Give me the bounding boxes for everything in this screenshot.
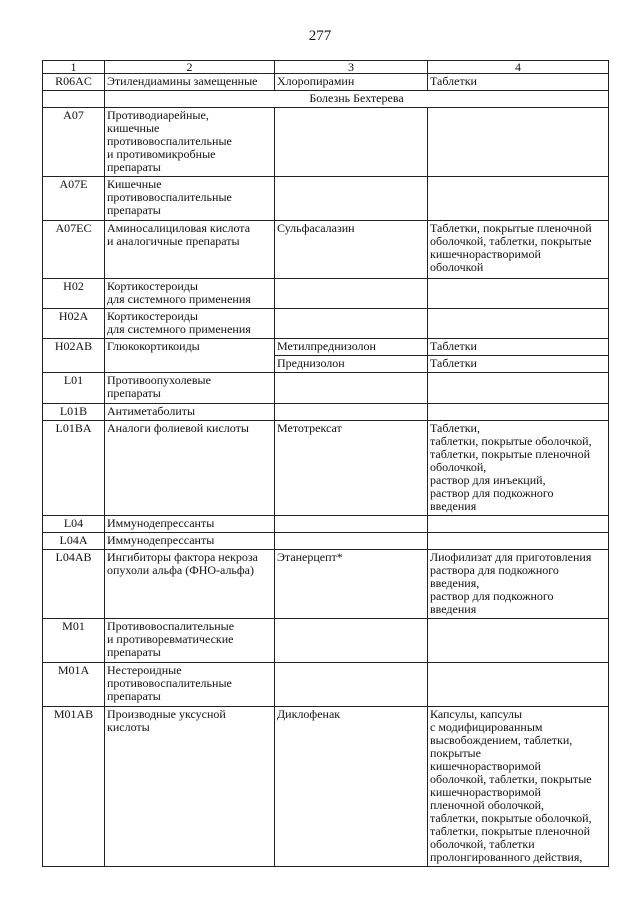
- dosage-form: Таблетки, покрытые пленочной оболочкой, таблетки, покрытые кишечнорастворимой оболочкой: [428, 221, 609, 279]
- group-name: Противодиарейные, кишечные противовоспалительные и противомикробные препараты: [105, 108, 275, 177]
- drug-name: [275, 533, 428, 550]
- atc-code: H02A: [43, 309, 105, 339]
- table-row: [43, 663, 609, 707]
- dosage-form: [428, 309, 609, 339]
- header-cell: 4: [428, 61, 609, 74]
- drug-name: [275, 309, 428, 339]
- dosage-form: Таблетки: [428, 339, 609, 356]
- dosage-form: [428, 373, 609, 404]
- group-name: Кортикостероиды для системного применения: [105, 309, 275, 339]
- atc-code: H02AB: [43, 339, 105, 373]
- atc-code: A07EC: [43, 221, 105, 279]
- group-name: Этилендиамины замещенные: [105, 74, 275, 91]
- atc-code: A07E: [43, 177, 105, 221]
- atc-code: M01A: [43, 663, 105, 707]
- code-cell: [43, 91, 105, 108]
- atc-code: L04: [43, 516, 105, 533]
- atc-code: R06AC: [43, 74, 105, 91]
- table-row: [43, 373, 609, 404]
- header-cell: 2: [105, 61, 275, 74]
- drug-name: Диклофенак: [275, 707, 428, 867]
- atc-code: L04A: [43, 533, 105, 550]
- group-name: Кортикостероиды для системного применения: [105, 279, 275, 309]
- drug-name: [275, 619, 428, 663]
- drug-name: [275, 108, 428, 177]
- dosage-form: [428, 404, 609, 421]
- drug-name: Этанерцепт*: [275, 550, 428, 619]
- header-cell: 1: [43, 61, 105, 74]
- drug-name: [275, 516, 428, 533]
- atc-code: L01: [43, 373, 105, 404]
- group-name: Ингибиторы фактора некроза опухоли альфа (ФНО-альфа): [105, 550, 275, 619]
- atc-code: M01AB: [43, 707, 105, 867]
- page-number: 277: [308, 28, 332, 44]
- dosage-form: Лиофилизат для приготовления раствора для подкожного введения, раствор для подкожного введения: [428, 550, 609, 619]
- drug-name: Хлоропирамин: [275, 74, 428, 91]
- table-row: [43, 516, 609, 533]
- table-row: [43, 177, 609, 221]
- group-name: Противоопухолевые препараты: [105, 373, 275, 404]
- drug-name: Метотрексат: [275, 421, 428, 516]
- dosage-form: [428, 108, 609, 177]
- dosage-form: Таблетки: [428, 356, 609, 373]
- table-row: [43, 707, 609, 867]
- group-name: Иммунодепрессанты: [105, 533, 275, 550]
- atc-code: L01BA: [43, 421, 105, 516]
- dosage-form: [428, 533, 609, 550]
- table-row: [43, 339, 609, 356]
- table-row: [43, 279, 609, 309]
- drug-name: Сульфасалазин: [275, 221, 428, 279]
- dosage-form: [428, 663, 609, 707]
- group-name: Противовоспалительные и противоревматические препараты: [105, 619, 275, 663]
- table-row: [43, 421, 609, 516]
- header-row: [43, 61, 609, 74]
- table-row: [43, 74, 609, 91]
- atc-code: A07: [43, 108, 105, 177]
- group-name: Кишечные противовоспалительные препараты: [105, 177, 275, 221]
- section-title: Болезнь Бехтерева: [105, 91, 609, 108]
- atc-code: L04AB: [43, 550, 105, 619]
- group-name: Аналоги фолиевой кислоты: [105, 421, 275, 516]
- table-row: [43, 404, 609, 421]
- group-name: Нестероидные противовоспалительные препараты: [105, 663, 275, 707]
- dosage-form: Капсулы, капсулы с модифицированным высвобождением, таблетки, покрытые кишечнорастворимой оболочкой, таблетки, покрытые кишечнорастворимой пленочной оболочкой, таблетки, покрытые оболочкой, таблетки, покрытые пленочной оболочкой, таблетки пролонгированного действия,: [428, 707, 609, 867]
- table-row: [43, 550, 609, 619]
- drug-name: [275, 404, 428, 421]
- group-name: Глюкокортикоиды: [105, 339, 275, 373]
- group-name: Аминосалициловая кислота и аналогичные препараты: [105, 221, 275, 279]
- drug-name: [275, 177, 428, 221]
- table-row: [43, 533, 609, 550]
- table-row: [43, 91, 609, 108]
- table-row: [43, 108, 609, 177]
- dosage-form: [428, 619, 609, 663]
- atc-code: L01B: [43, 404, 105, 421]
- header-cell: 3: [275, 61, 428, 74]
- drug-table: [42, 60, 609, 867]
- table-row: [43, 221, 609, 279]
- group-name: Антиметаболиты: [105, 404, 275, 421]
- dosage-form: [428, 516, 609, 533]
- dosage-form: [428, 177, 609, 221]
- drug-name: Метилпреднизолон: [275, 339, 428, 356]
- drug-name: Преднизолон: [275, 356, 428, 373]
- table-row: [43, 619, 609, 663]
- drug-name: [275, 663, 428, 707]
- dosage-form: [428, 279, 609, 309]
- dosage-form: Таблетки: [428, 74, 609, 91]
- atc-code: M01: [43, 619, 105, 663]
- group-name: Производные уксусной кислоты: [105, 707, 275, 867]
- group-name: Иммунодепрессанты: [105, 516, 275, 533]
- drug-name: [275, 279, 428, 309]
- table-row: [43, 309, 609, 339]
- dosage-form: Таблетки, таблетки, покрытые оболочкой, таблетки, покрытые пленочной оболочкой, раствор для инъекций, раствор для подкожного введения: [428, 421, 609, 516]
- drug-name: [275, 373, 428, 404]
- atc-code: H02: [43, 279, 105, 309]
